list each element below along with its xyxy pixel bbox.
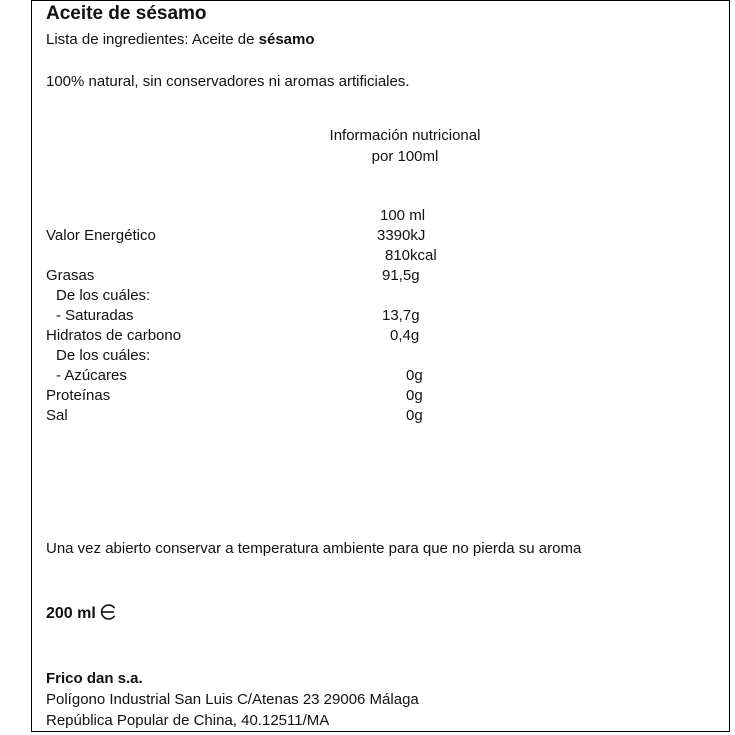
nutrient-value-salt: 0g (406, 407, 423, 424)
nutrient-label-carbohydrates: Hidratos de carbono (46, 327, 182, 344)
nutrient-label-of-which-2: De los cuáles: (56, 347, 151, 364)
label-frame (31, 0, 730, 732)
nutrient-value-sugars: 0g (406, 367, 423, 384)
product-title: Aceite de sésamo (46, 3, 207, 24)
manufacturer-origin: República Popular de China, 40.12511/MA (46, 712, 330, 729)
ingredients-label: Lista de ingredientes: Aceite de (46, 31, 259, 48)
nutrient-label-protein: Proteínas (46, 387, 111, 404)
nutrient-value-energy-kcal: 810kcal (385, 247, 437, 264)
nutrient-value-fat: 91,5g (382, 267, 420, 284)
storage-instructions: Una vez abierto conservar a temperatura ambiente para que no pierda su aroma (46, 540, 582, 557)
nutrient-value-protein: 0g (406, 387, 423, 404)
manufacturer-name: Frico dan s.a. (46, 670, 143, 687)
net-quantity (46, 604, 117, 623)
net-quantity-value: 200 ml (46, 605, 96, 622)
manufacturer-address: Polígono Industrial San Luis C/Atenas 23 29006 Málaga (46, 691, 419, 708)
nutrient-label-energy: Valor Energético (46, 227, 156, 244)
nutrition-header-line2: por 100ml (371, 148, 439, 165)
nutrient-label-salt: Sal (46, 407, 68, 424)
nutrient-value-energy-kj: 3390kJ (377, 227, 426, 244)
ingredients-highlight: sésamo (258, 31, 315, 48)
product-claim: 100% natural, sin conservadores ni aromas artificiales. (46, 73, 410, 90)
nutrient-value-carbohydrates: 0,4g (390, 327, 420, 344)
nutrient-label-fat: Grasas (46, 267, 95, 284)
nutrition-column-header: 100 ml (380, 207, 426, 224)
estimated-e-icon (99, 604, 117, 620)
nutrient-label-sugars: - Azúcares (56, 367, 127, 384)
nutrient-value-saturated: 13,7g (382, 307, 420, 324)
nutrition-header-line1: Información nutricional (329, 127, 481, 144)
nutrient-label-saturated: - Saturadas (56, 307, 134, 324)
ingredients-line (46, 31, 315, 49)
nutrient-label-of-which-1: De los cuáles: (56, 287, 151, 304)
